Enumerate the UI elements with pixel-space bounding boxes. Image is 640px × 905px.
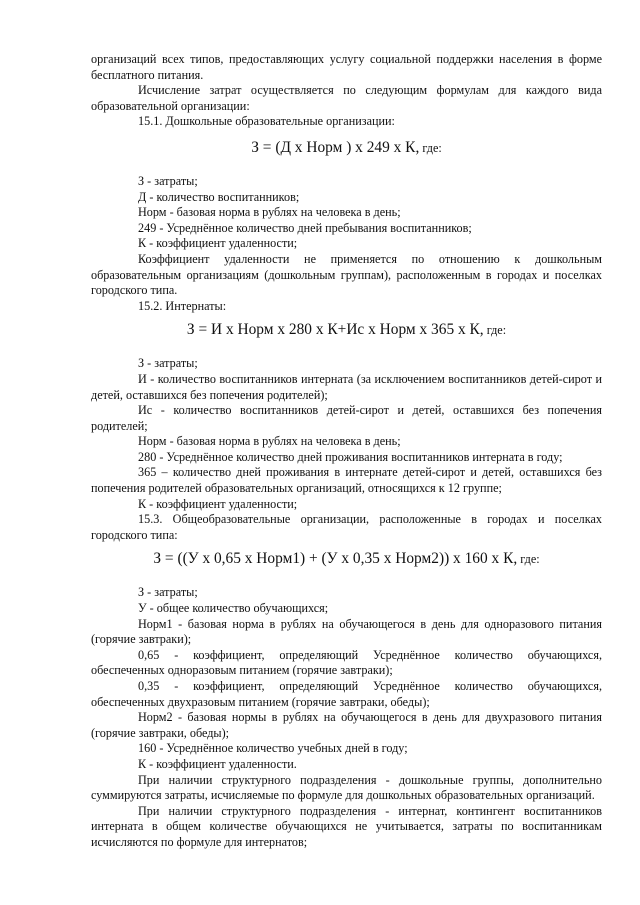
paragraph-remoteness-note: Коэффициент удаленности не применяется по отношению к дошкольным образовательным организациям (дошкольным группам), расположенным в городах и поселках городского типа.	[91, 251, 602, 298]
formula-preschool	[91, 138, 602, 158]
definition-line: 365 – количество дней проживания в интернате детей-сирот и детей, оставшихся без попечения родителей образовательных организаций, относящихся к 12 группе;	[91, 465, 602, 496]
definition-line: У - общее количество обучающихся;	[138, 601, 329, 616]
paragraph-calculation-intro: Исчисление затрат осуществляется по следующим формулам для каждого вида образовательной организации:	[91, 83, 602, 113]
paragraph-boarding-unit: При наличии структурного подразделения - интернат, контингент воспитанников интерната в общем количестве обучающихся не учитывается, затраты по воспитанникам исчисляются по формуле для интернатов;	[91, 803, 602, 849]
definition-line: Норм2 - базовая нормы в рублях на обучающегося в день для двухразового питания (горячие завтраки, обеды);	[91, 710, 602, 740]
formula-general-schools-where: где:	[517, 552, 540, 567]
definition-line: Ис - количество воспитанников детей-сирот и детей, оставшихся без попечения родителей;	[91, 403, 602, 433]
definition-line: К - коэффициент удаленности.	[138, 756, 297, 771]
formula-preschool-where: где:	[419, 140, 442, 155]
definition-line: Норм - базовая норма в рублях на человека в день;	[138, 434, 401, 449]
formula-preschool-expression: З = (Д х Норм ) х 249 х К,	[251, 138, 420, 156]
definition-line: К - коэффициент удаленности;	[138, 496, 298, 511]
definition-line: Норм1 - базовая норма в рублях на обучающегося в день для одноразового питания (горячие завтраки);	[91, 616, 602, 647]
formula-general-schools	[91, 549, 602, 569]
definition-line: Д - количество воспитанников;	[138, 189, 300, 204]
definition-line: З - затраты;	[138, 173, 198, 188]
section-title-boarding: 15.2. Интернаты:	[138, 298, 227, 313]
definition-line: 280 - Усреднённое количество дней проживания воспитанников интерната в году;	[138, 449, 563, 464]
definition-line: И - количество воспитанников интерната (за исключением воспитанников детей-сирот и детей, оставшихся без попечения родителей);	[91, 371, 602, 402]
section-title-preschool: 15.1. Дошкольные образовательные организации:	[138, 114, 395, 129]
paragraph-intro-continuation: организаций всех типов, предоставляющих услугу социальной поддержки населения в форме бесплатного питания.	[91, 52, 602, 82]
definition-line: З - затраты;	[138, 356, 198, 371]
definition-line: К - коэффициент удаленности;	[138, 236, 298, 251]
formula-boarding	[91, 320, 602, 340]
definition-line: 0,35 - коэффициент, определяющий Усреднённое количество обучающихся, обеспеченных двухразовым питанием (горячие завтраки, обеды);	[91, 679, 602, 709]
definition-line: Норм - базовая норма в рублях на человека в день;	[138, 205, 401, 220]
formula-boarding-where: где:	[483, 323, 507, 338]
section-title-general-schools: 15.3. Общеобразовательные организации, расположенные в городах и поселках городского типа:	[91, 512, 602, 542]
definition-line: 0,65 - коэффициент, определяющий Усреднённое количество обучающихся, обеспеченных одноразовым питанием (горячие завтраки);	[91, 647, 602, 678]
definition-line: З - затраты;	[138, 585, 198, 600]
definition-line: 160 - Усреднённое количество учебных дней в году;	[138, 741, 408, 756]
definition-line: 249 - Усреднённое количество дней пребывания воспитанников;	[138, 220, 472, 235]
formula-boarding-expression: З = И х Норм х 280 х К+Ис х Норм х 365 х К,	[186, 321, 484, 339]
paragraph-preschool-groups: При наличии структурного подразделения - дошкольные группы, дополнительно суммируются затраты, исчисляемые по формуле для дошкольных образовательных организаций.	[91, 772, 602, 803]
formula-general-schools-expression: З = ((У х 0,65 х Норм1) + (У х 0,35 х Норм2)) х 160 х К,	[153, 550, 518, 568]
